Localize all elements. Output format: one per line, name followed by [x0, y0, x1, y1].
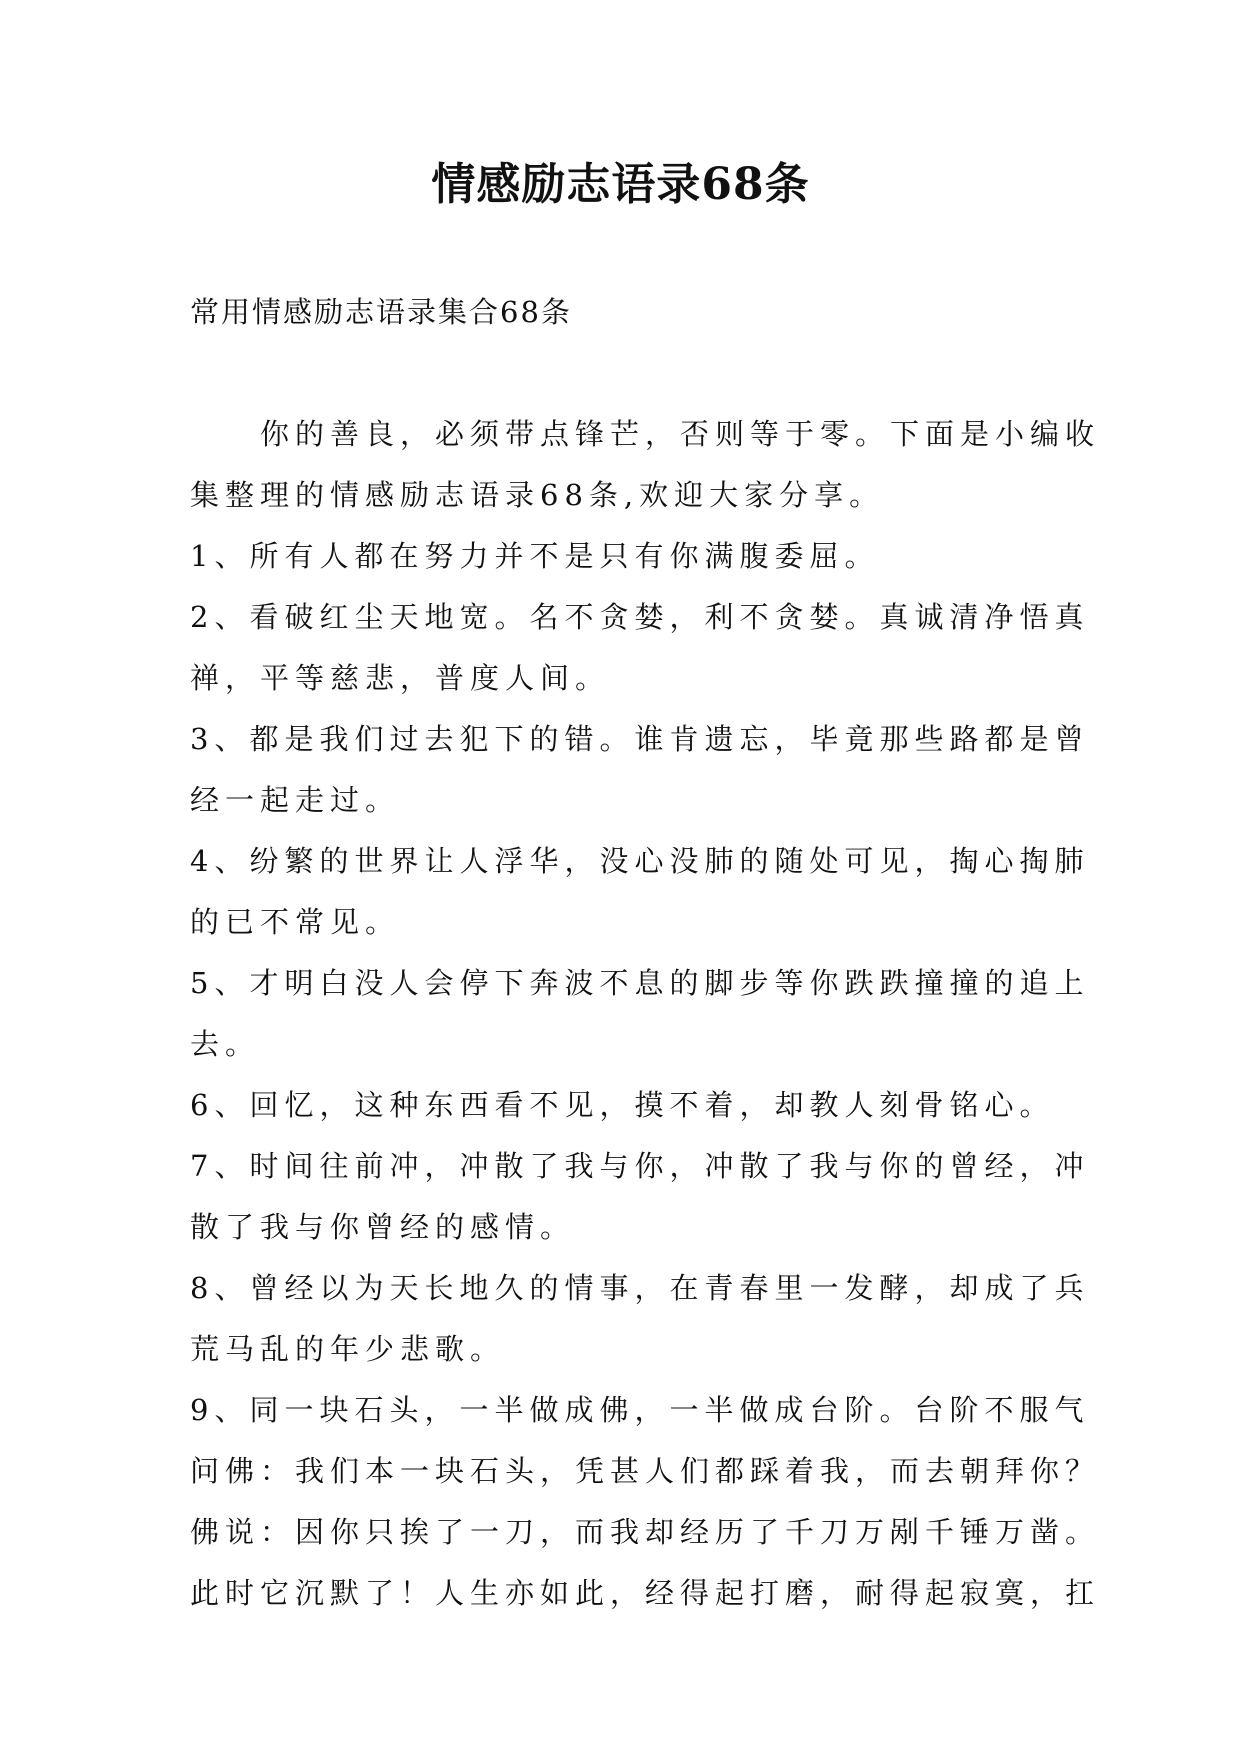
quote-item-9-cont: 佛说：因你只挨了一刀，而我却经历了千刀万剐千锤万凿。 [190, 1515, 1101, 1549]
quote-item-3: 3、都是我们过去犯下的错。谁肯遗忘，毕竟那些路都是曾 [190, 722, 1090, 756]
document-title: 情感励志语录68条 [431, 159, 810, 210]
document-subtitle: 常用情感励志语录集合68条 [190, 295, 572, 329]
quote-item-1: 1、所有人都在努力并不是只有你满腹委屈。 [190, 539, 880, 573]
quote-item-2-cont: 禅，平等慈悲，普度人间。 [190, 661, 611, 695]
paragraph-line: 集整理的情感励志语录68条,欢迎大家分享。 [190, 478, 885, 512]
quote-item-8: 8、曾经以为天长地久的情事，在青春里一发酵，却成了兵 [190, 1271, 1090, 1305]
quote-item-7-cont: 散了我与你曾经的感情。 [190, 1210, 576, 1244]
quote-item-9-cont: 问佛：我们本一块石头，凭甚人们都踩着我，而去朝拜你？ [190, 1454, 1101, 1488]
quote-item-8-cont: 荒马乱的年少悲歌。 [190, 1332, 506, 1366]
quote-item-7: 7、时间往前冲，冲散了我与你，冲散了我与你的曾经，冲 [190, 1149, 1090, 1183]
quote-item-2: 2、看破红尘天地宽。名不贪婪，利不贪婪。真诚清净悟真 [190, 600, 1090, 634]
paragraph-line: 你的善良，必须带点锋芒，否则等于零。下面是小编收 [260, 417, 1101, 451]
quote-item-4: 4、纷繁的世界让人浮华，没心没肺的随处可见，掏心掏肺 [190, 844, 1090, 878]
quote-item-6: 6、回忆，这种东西看不见，摸不着，却教人刻骨铭心。 [190, 1088, 1055, 1122]
quote-item-3-cont: 经一起走过。 [190, 783, 401, 817]
quote-item-4-cont: 的已不常见。 [190, 905, 401, 939]
quote-item-9: 9、同一块石头，一半做成佛，一半做成台阶。台阶不服气 [190, 1393, 1090, 1427]
quote-item-5: 5、才明白没人会停下奔波不息的脚步等你跌跌撞撞的追上 [190, 966, 1090, 1000]
quote-item-9-cont: 此时它沉默了！人生亦如此，经得起打磨，耐得起寂寞，扛 [190, 1576, 1101, 1610]
quote-item-5-cont: 去。 [190, 1027, 261, 1061]
document-body [190, 404, 1101, 1624]
